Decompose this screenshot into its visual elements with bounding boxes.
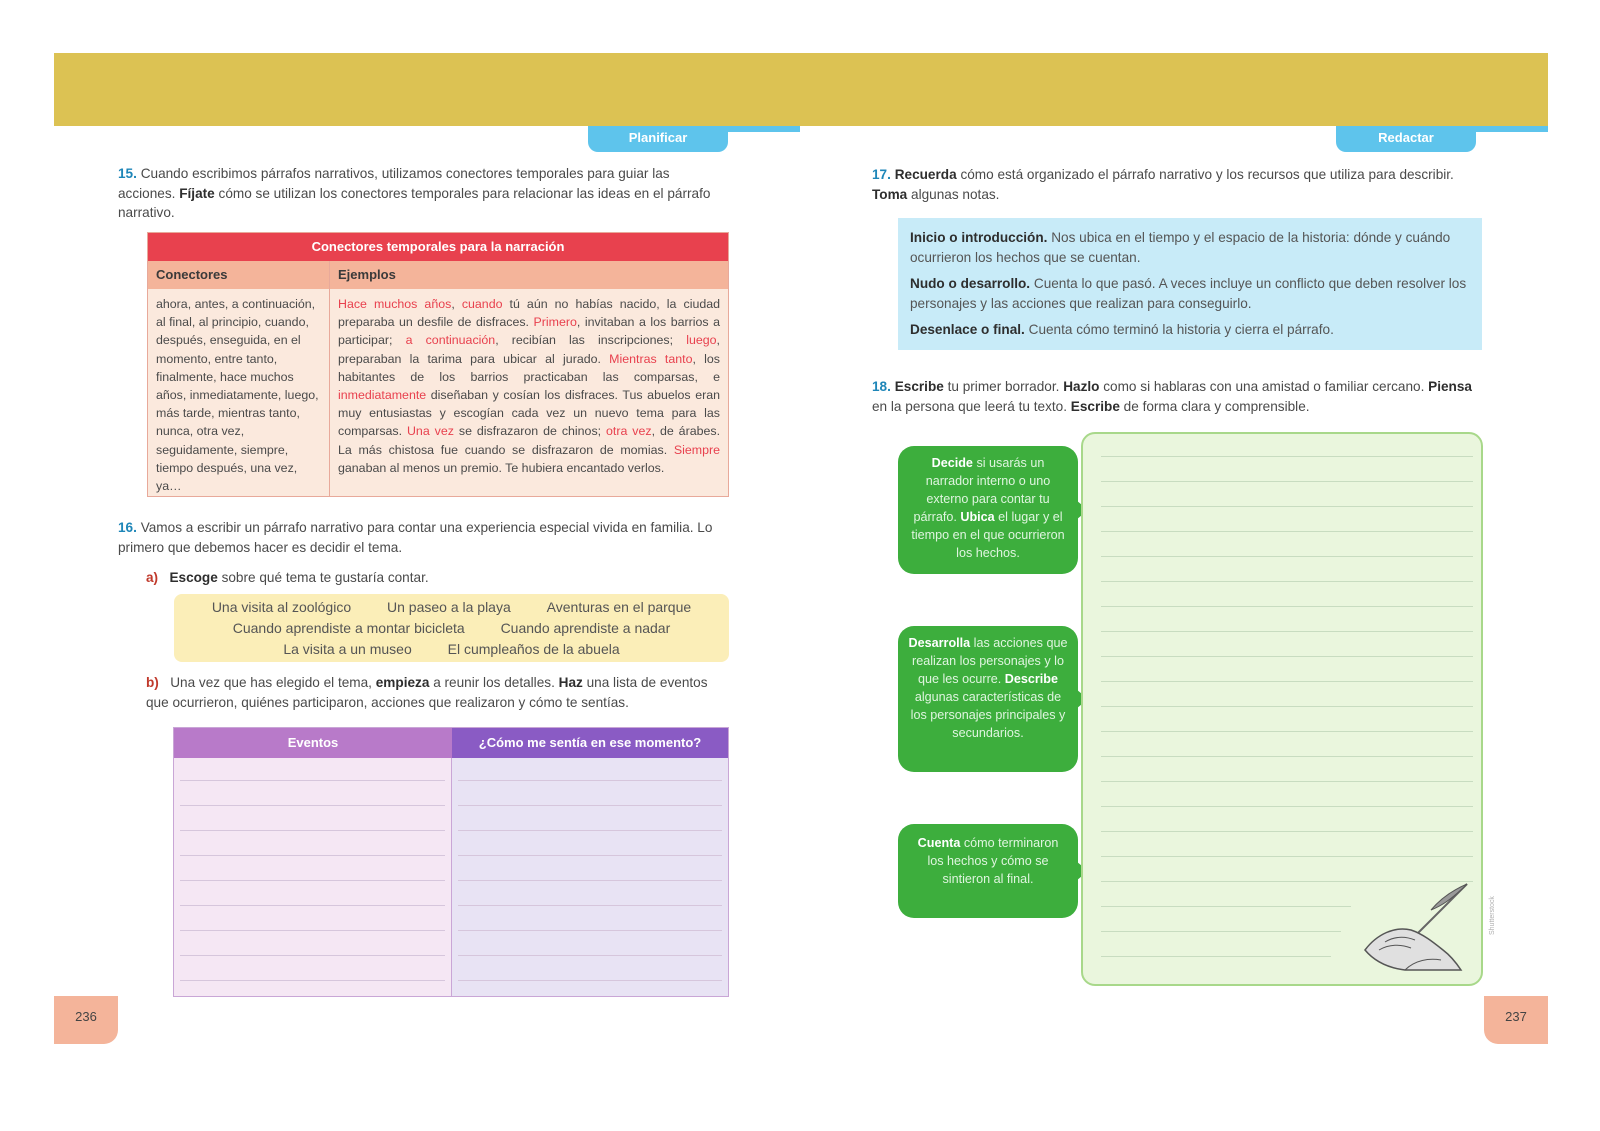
- example-text: , de árabes. La más chistosa fue cuando se disfrazaron de momias.: [338, 424, 721, 457]
- instruction-verb: Haz: [558, 675, 583, 690]
- connector-highlight: Una vez: [406, 424, 454, 439]
- question-16: [118, 518, 729, 557]
- connectors-table: [147, 232, 729, 497]
- question-number: 16.: [118, 520, 137, 535]
- question-number: 18.: [872, 379, 891, 394]
- item-label: b): [146, 675, 159, 690]
- guide-verb: Decide: [931, 456, 973, 470]
- question-text: cómo se utilizan los conectores temporales para relacionar las ideas en el párrafo narrativo.: [118, 185, 711, 220]
- instruction-verb: Toma: [872, 186, 908, 202]
- connector-highlight: Siempre: [673, 442, 720, 457]
- question-15: [118, 164, 729, 223]
- example-text: ganaban al menos un premio. Te hubiera encantado verlos.: [338, 460, 665, 475]
- item-text: una lista de eventos que ocurrieron, quiénes participaron, acciones que realizaron y cómo te sentías.: [146, 675, 708, 710]
- item-16a: [146, 568, 729, 588]
- structure-description: Cuenta cómo terminó la historia y cierra el párrafo.: [1028, 322, 1334, 337]
- instruction-verb: Escribe: [894, 379, 944, 394]
- structure-term: Desenlace o final.: [910, 322, 1025, 337]
- example-text: tú aún no habías nacido, la ciudad preparaba un desfile de disfraces.: [338, 297, 721, 330]
- hand-writing-illustration-icon: [1345, 880, 1475, 976]
- question-text: de forma clara y comprensible.: [1123, 398, 1310, 414]
- connector-highlight: Hace muchos años: [338, 297, 452, 311]
- structure-description: Cuenta lo que pasó. A veces incluye un conflicto que deben resolver los personajes y las acciones que realizan para conseguirlo.: [910, 276, 1467, 311]
- question-text: algunas notas.: [911, 186, 1000, 202]
- instruction-verb: Hazlo: [1063, 379, 1100, 394]
- guide-box-beginning: [898, 446, 1078, 574]
- connector-highlight: inmediatamente: [338, 388, 427, 403]
- example-text: diseñaban y cosían los disfraces. Tus abuelos eran muy entusiastas y escogían cada vez un nuevo tema para las comparsas.: [338, 388, 720, 439]
- guide-text: el lugar y el tiempo en el que ocurrieron los hechos.: [911, 510, 1065, 560]
- structure-term: Nudo o desarrollo.: [910, 276, 1031, 291]
- table-header: [148, 261, 728, 289]
- column-header-feelings: ¿Cómo me sentía en ese momento?: [452, 728, 728, 758]
- page-number-right: 237: [1484, 996, 1548, 1044]
- item-text: Una vez que has elegido el tema,: [170, 675, 372, 690]
- example-text: ,: [451, 297, 462, 311]
- connectors-list: ahora, antes, a continuación, al final, al principio, cuando, después, enseguida, en el momento, entre tanto, finalmente, hace muchos años, inmediatamente, luego, más tarde, mientras tanto, nunca, otra vez, seguidamente, siempre, tiempo después, una vez, ya…: [148, 289, 330, 496]
- guide-text: si usarás un narrador interno o uno externo para contar tu párrafo.: [913, 456, 1051, 524]
- column-header: Conectores: [148, 261, 330, 289]
- narrative-structure-box: [898, 218, 1482, 350]
- table-title: Conectores temporales para la narración: [148, 233, 728, 261]
- example-paragraph: [330, 289, 728, 496]
- guide-text: cómo terminaron los hechos y cómo se sintieron al final.: [927, 836, 1059, 886]
- topic-option: Aventuras en el parque: [546, 599, 692, 615]
- question-text: Vamos a escribir un párrafo narrativo para contar una experiencia especial vivida en familia. Lo primero que debemos hacer es decidir el tema.: [118, 520, 713, 555]
- structure-part: [910, 274, 1470, 313]
- question-18: [872, 377, 1484, 416]
- structure-part: [910, 228, 1470, 267]
- events-writing-area[interactable]: [174, 758, 452, 996]
- guide-box-middle: [898, 626, 1078, 772]
- connector-highlight: luego: [686, 333, 717, 348]
- question-number: 17.: [872, 167, 891, 182]
- instruction-verb: Escribe: [1070, 398, 1120, 414]
- topic-option: La visita a un museo: [283, 641, 412, 657]
- connector-highlight: Primero: [533, 315, 577, 330]
- guide-text: algunas características de los personajes principales y secundarios.: [910, 690, 1066, 740]
- question-text: Cuando escribimos párrafos narrativos, utilizamos conectores temporales para guiar las acciones.: [118, 166, 670, 201]
- example-text: se disfrazaron de chinos;: [453, 424, 607, 439]
- guide-box-end: [898, 824, 1078, 918]
- question-number: 15.: [118, 166, 137, 181]
- page-number-left: 236: [54, 996, 118, 1044]
- example-text: , preparaban la tarima para ubicar al jurado.: [338, 333, 720, 366]
- item-16b: [146, 673, 729, 712]
- draft-writing-area[interactable]: [1081, 432, 1483, 986]
- structure-part: [910, 320, 1470, 340]
- guide-verb: Describe: [1004, 672, 1059, 686]
- column-header-events: Eventos: [174, 728, 452, 758]
- column-header: Ejemplos: [338, 267, 396, 282]
- example-text: , los habitantes de los barrios practicaban las comparsas, e: [338, 351, 721, 384]
- question-text: tu primer borrador.: [947, 379, 1060, 394]
- topic-option: Una visita al zoológico: [211, 599, 352, 615]
- feelings-writing-area[interactable]: [452, 758, 728, 996]
- connector-highlight: Mientras tanto: [609, 351, 693, 366]
- item-text: sobre qué tema te gustaría contar.: [221, 570, 429, 585]
- item-label: a): [146, 570, 159, 585]
- instruction-verb: Piensa: [1428, 379, 1472, 394]
- connector-highlight: cuando: [461, 297, 503, 311]
- guide-verb: Ubica: [960, 510, 995, 524]
- guide-text: las acciones que realizan los personajes y lo que les ocurre.: [912, 636, 1068, 686]
- tab-redactar: Redactar: [1336, 126, 1476, 152]
- item-text: a reunir los detalles.: [433, 675, 555, 690]
- guide-verb: Desarrolla: [908, 636, 971, 650]
- instruction-verb: Recuerda: [894, 167, 957, 182]
- topic-option: Un paseo a la playa: [387, 599, 511, 615]
- tab-planificar: Planificar: [588, 126, 728, 152]
- example-text: , invitaban a los barrios a participar;: [338, 315, 721, 348]
- structure-term: Inicio o introducción.: [910, 230, 1048, 245]
- question-text: cómo está organizado el párrafo narrativo y los recursos que utiliza para describir.: [960, 167, 1454, 182]
- structure-description: Nos ubica en el tiempo y el espacio de la historia: dónde y cuándo ocurrieron los hechos que se cuentan.: [910, 230, 1451, 265]
- question-text: como si hablaras con una amistad o familiar cercano.: [1103, 379, 1425, 394]
- events-table: [173, 727, 729, 997]
- topic-option: Cuando aprendiste a montar bicicleta: [232, 620, 465, 636]
- question-text: en la persona que leerá tu texto.: [872, 398, 1067, 414]
- guide-verb: Cuenta: [917, 836, 961, 850]
- header-band: [54, 53, 1548, 126]
- instruction-verb: empieza: [375, 675, 430, 690]
- topic-options: [174, 594, 729, 662]
- topic-option: El cumpleaños de la abuela: [447, 641, 620, 657]
- connector-highlight: otra vez: [606, 424, 652, 439]
- topic-option: Cuando aprendiste a nadar: [500, 620, 671, 636]
- image-credit: Shutterstock: [1489, 896, 1496, 935]
- instruction-verb: Fíjate: [179, 185, 215, 201]
- example-text: , recibían las inscripciones;: [495, 333, 687, 348]
- instruction-verb: Escoge: [169, 570, 218, 585]
- question-17: [872, 165, 1484, 204]
- connector-highlight: a continuación: [405, 333, 496, 348]
